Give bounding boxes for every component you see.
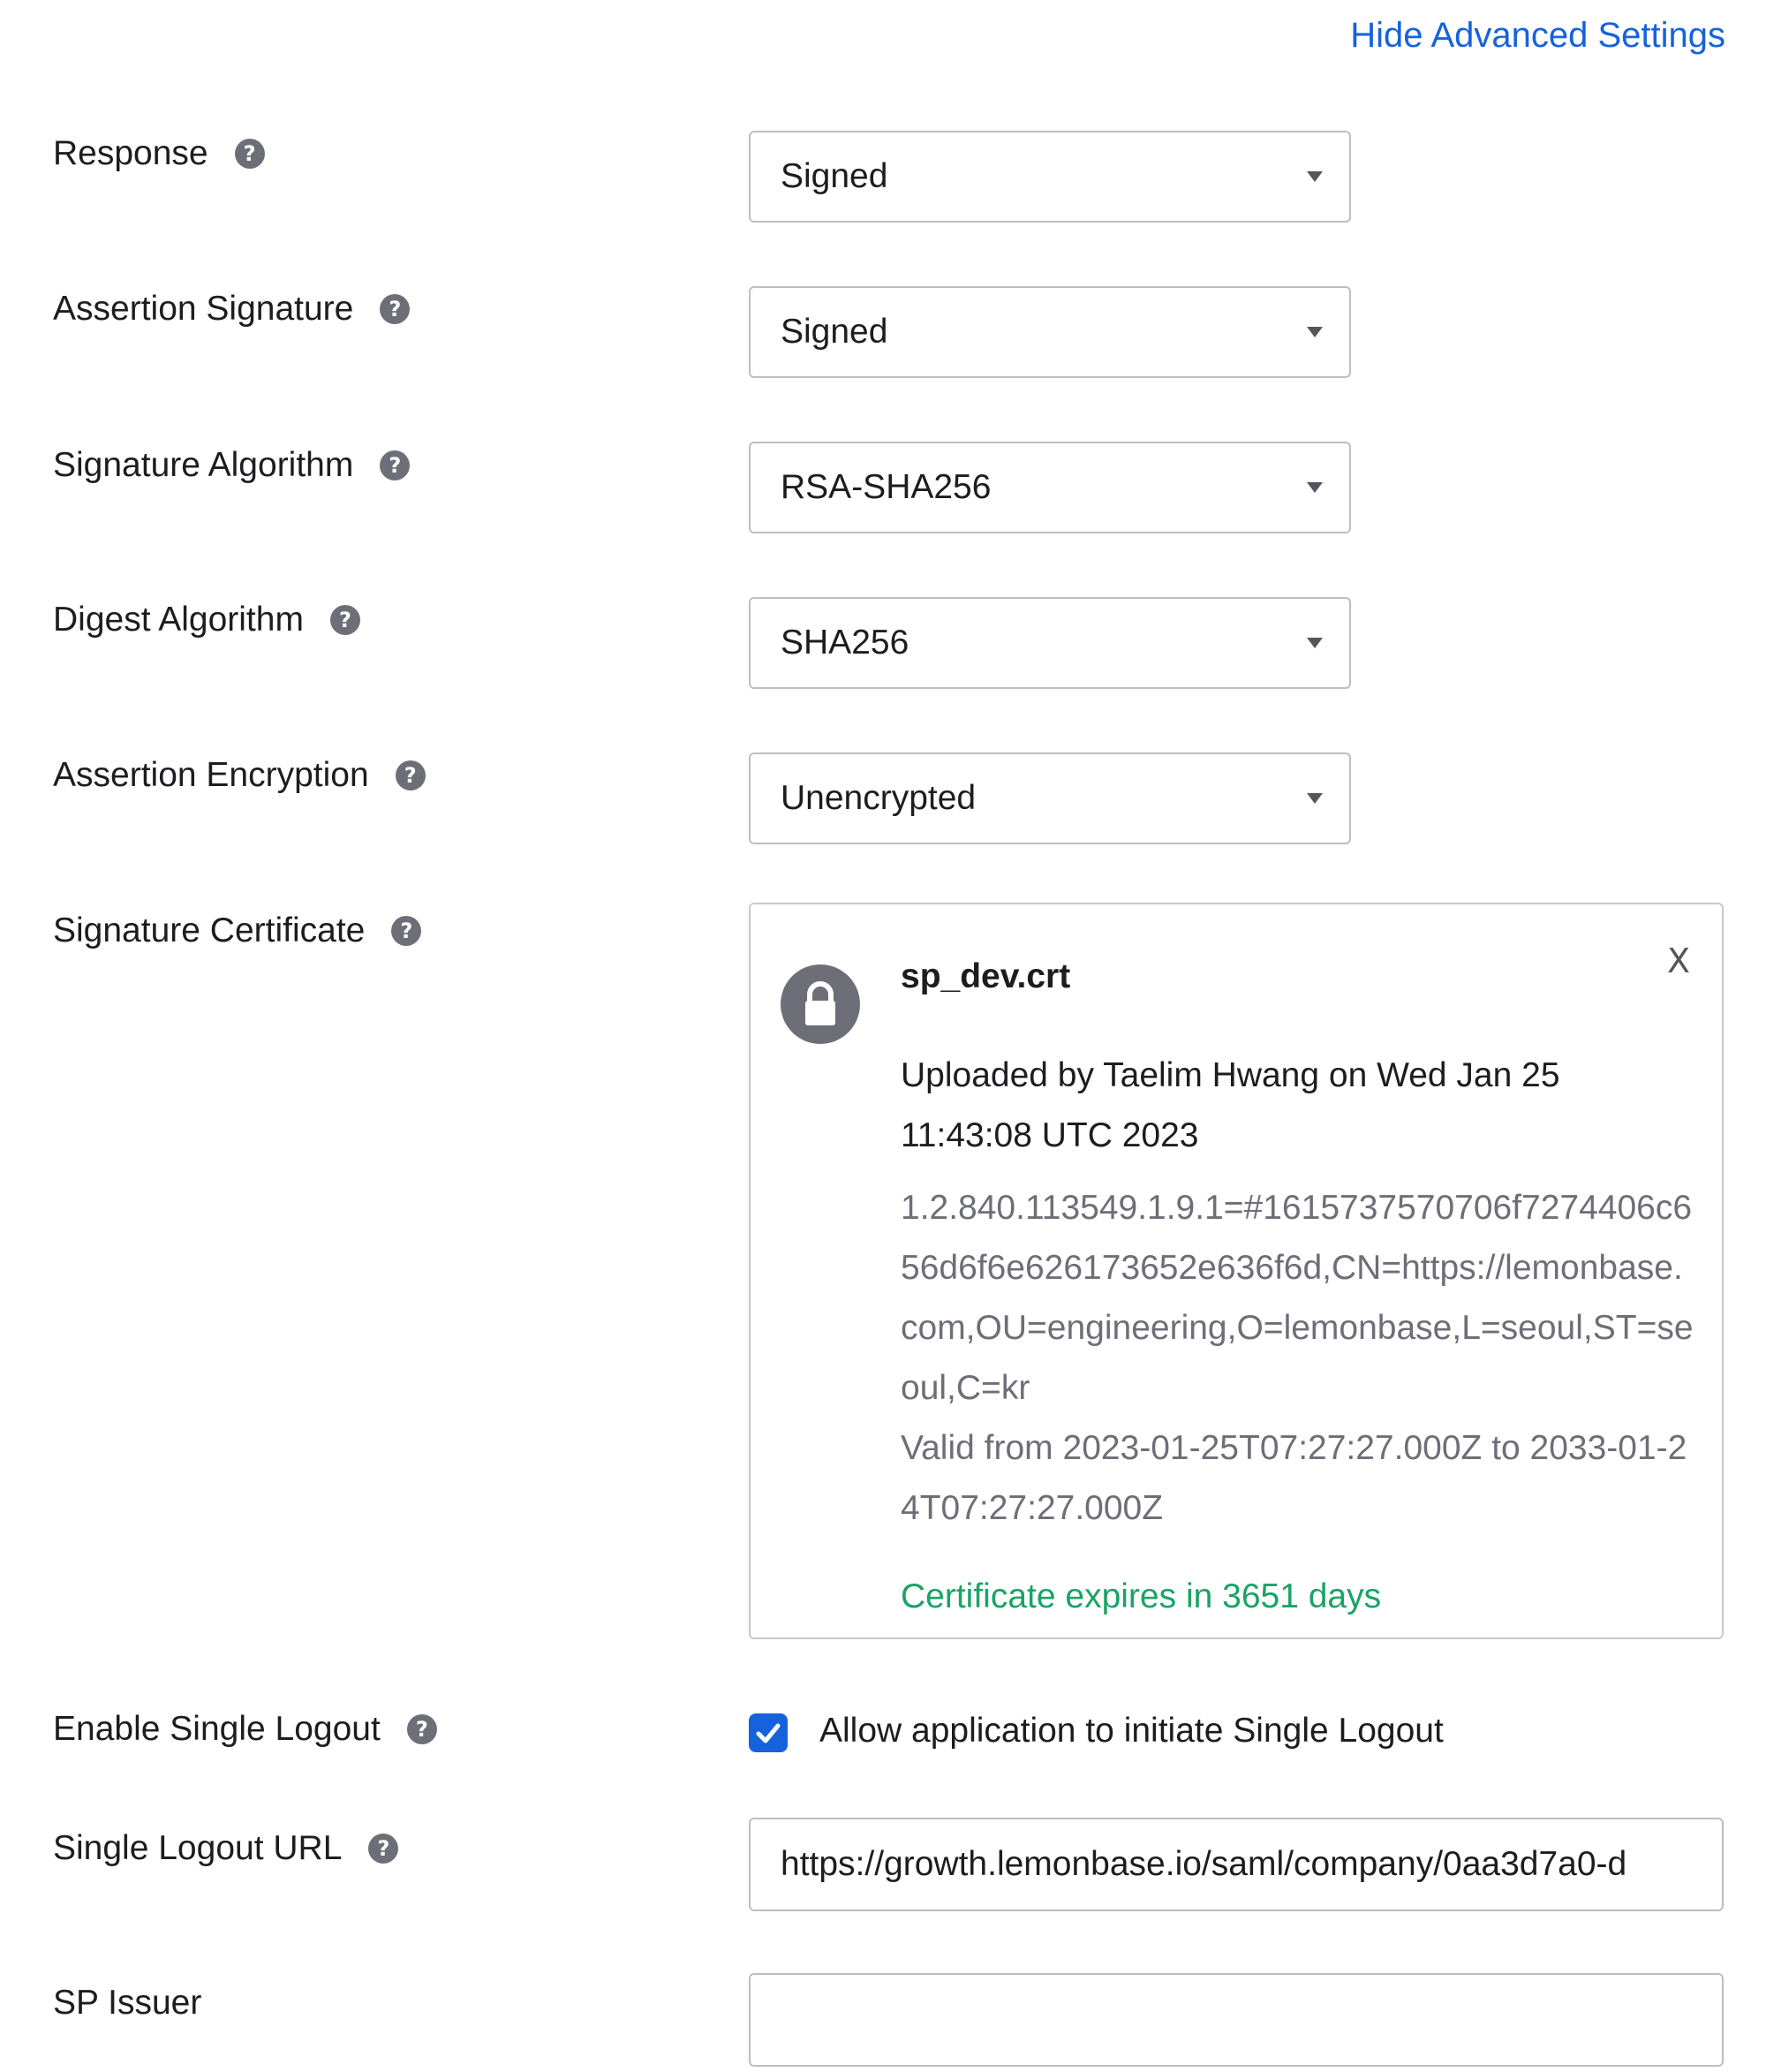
caret-down-icon	[1307, 793, 1323, 804]
single-logout-url-label	[53, 1829, 398, 1868]
certificate-card	[749, 903, 1724, 1639]
assertion-signature-select[interactable]	[749, 286, 1351, 378]
certificate-file-name: sp_dev.crt	[901, 957, 1071, 995]
help-icon[interactable]: ?	[368, 1834, 398, 1864]
caret-down-icon	[1307, 171, 1323, 182]
digest-algorithm-label	[53, 601, 360, 639]
help-icon[interactable]: ?	[380, 450, 410, 480]
help-icon[interactable]: ?	[380, 294, 410, 324]
hide-advanced-settings-link[interactable]: Hide Advanced Settings	[1350, 16, 1725, 55]
digest-algorithm-select-value: SHA256	[781, 624, 909, 662]
certificate-expiry-status: Certificate expires in 3651 days	[901, 1577, 1382, 1615]
certificate-subject: 1.2.840.113549.1.9.1=#1615737570706f7274406c656d6f6e626173652e636f6d,CN=https://lemonbase.com,OU=engineering,O=lemonbase,L=seoul,ST=seoul,C=kr	[901, 1189, 1694, 1407]
digest-algorithm-label-text: Digest Algorithm	[53, 601, 304, 639]
single-logout-checkbox-label[interactable]: Allow application to initiate Single Logout	[819, 1712, 1444, 1750]
caret-down-icon	[1307, 327, 1323, 337]
help-icon[interactable]: ?	[407, 1714, 437, 1744]
single-logout-url-label-text: Single Logout URL	[53, 1829, 343, 1867]
caret-down-icon	[1307, 638, 1323, 648]
single-logout-checkbox[interactable]	[749, 1713, 788, 1752]
single-logout-url-input[interactable]	[749, 1818, 1724, 1911]
sp-issuer-label-text: SP Issuer	[53, 1984, 202, 2022]
sp-issuer-input[interactable]	[749, 1973, 1724, 2067]
help-icon[interactable]: ?	[396, 760, 426, 790]
response-select[interactable]	[749, 131, 1351, 223]
signature-algorithm-label	[53, 446, 410, 485]
response-label-text: Response	[53, 134, 208, 172]
help-icon[interactable]: ?	[330, 605, 360, 635]
response-label	[53, 134, 265, 173]
signature-certificate-label-text: Signature Certificate	[53, 911, 366, 949]
digest-algorithm-select[interactable]	[749, 597, 1351, 689]
certificate-uploaded-info: Uploaded by Taelim Hwang on Wed Jan 25 11:43:08 UTC 2023	[901, 1056, 1560, 1154]
certificate-validity: Valid from 2023-01-25T07:27:27.000Z to 2033-01-24T07:27:27.000Z	[901, 1429, 1687, 1527]
enable-single-logout-label-text: Enable Single Logout	[53, 1710, 381, 1748]
enable-single-logout-label	[53, 1710, 437, 1749]
signature-algorithm-label-text: Signature Algorithm	[53, 446, 354, 484]
lock-icon	[781, 964, 860, 1044]
signature-algorithm-select-value: RSA-SHA256	[781, 468, 992, 506]
help-icon[interactable]: ?	[235, 139, 265, 169]
assertion-signature-label	[53, 290, 410, 329]
assertion-encryption-select[interactable]	[749, 752, 1351, 844]
assertion-signature-select-value: Signed	[781, 313, 888, 351]
help-icon[interactable]: ?	[391, 916, 421, 946]
assertion-encryption-label-text: Assertion Encryption	[53, 756, 369, 794]
response-select-value: Signed	[781, 157, 888, 195]
assertion-encryption-label	[53, 756, 426, 795]
signature-certificate-label	[53, 911, 421, 950]
close-icon[interactable]: X	[1666, 941, 1690, 980]
checkmark-icon	[749, 1713, 788, 1752]
signature-algorithm-select[interactable]	[749, 442, 1351, 533]
sp-issuer-label	[53, 1984, 201, 2023]
caret-down-icon	[1307, 482, 1323, 493]
assertion-encryption-select-value: Unencrypted	[781, 779, 977, 817]
assertion-signature-label-text: Assertion Signature	[53, 290, 354, 328]
